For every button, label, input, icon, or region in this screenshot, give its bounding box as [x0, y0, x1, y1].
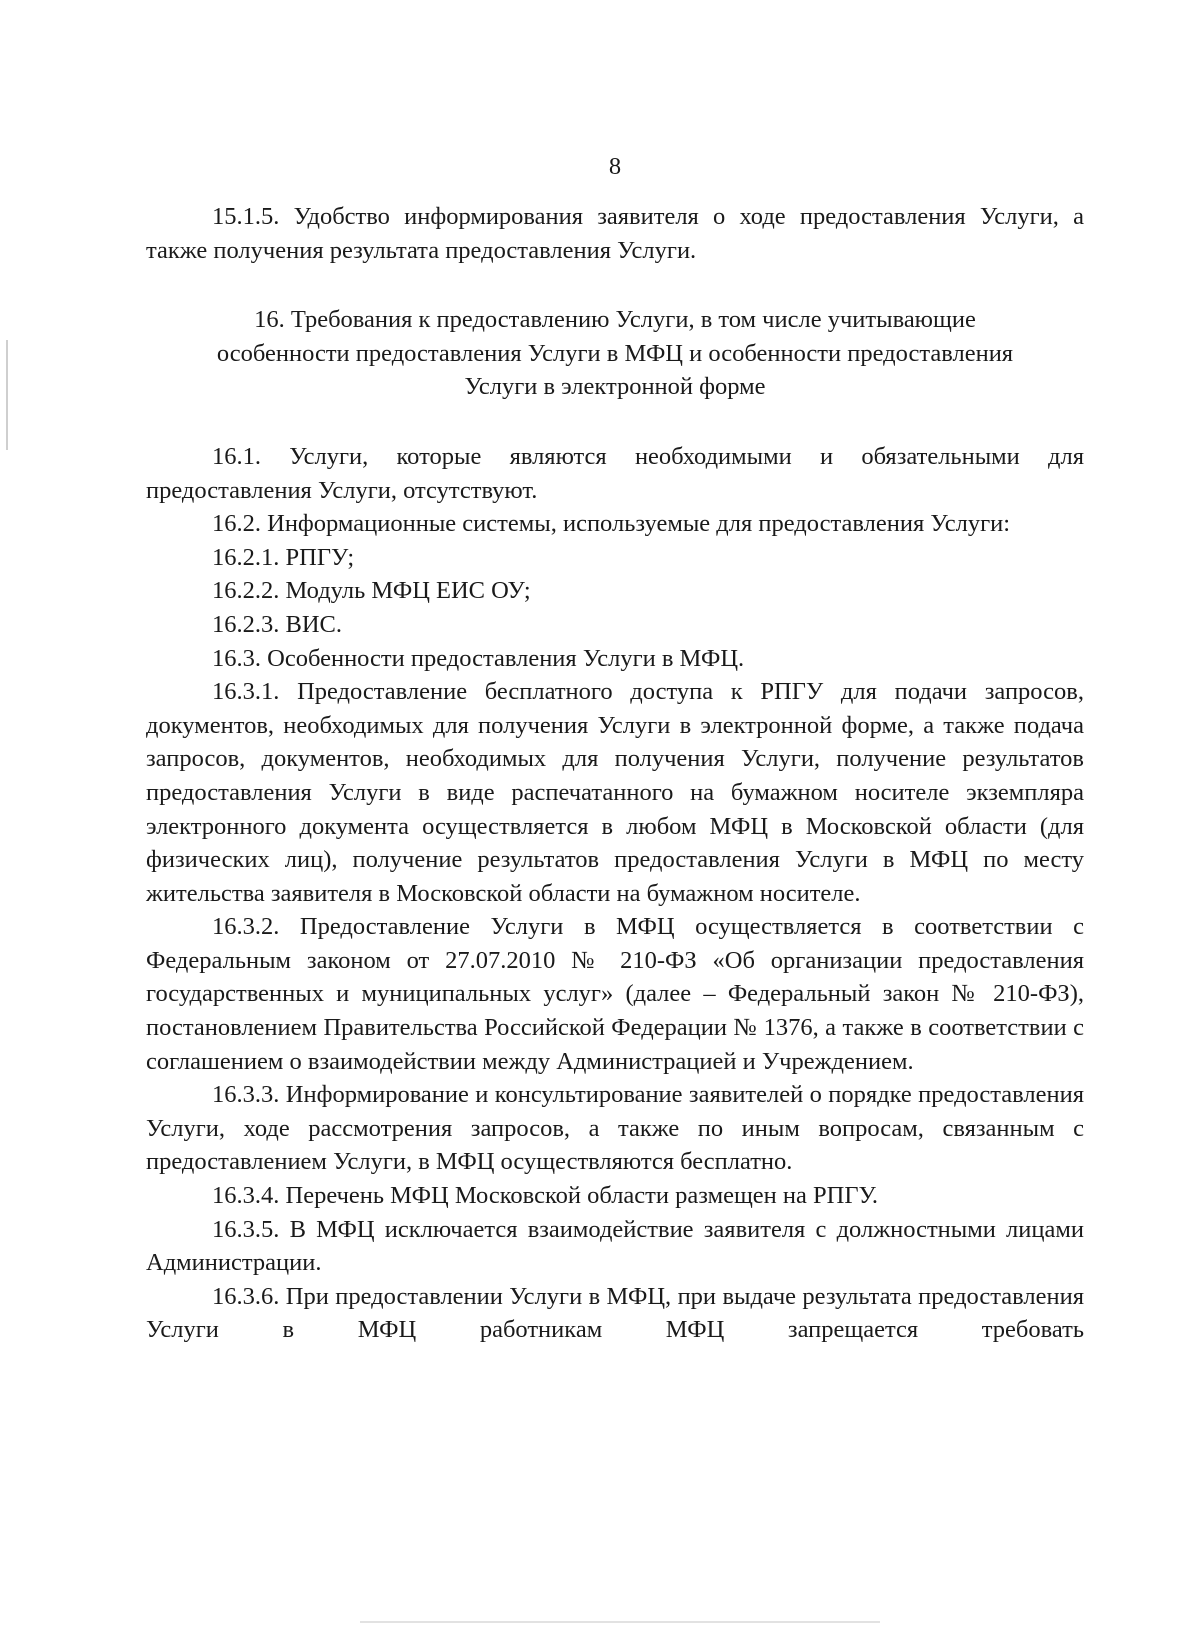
scan-edge-bottom	[360, 1621, 880, 1623]
page-number: 8	[608, 153, 622, 180]
paragraph-16-3-4: 16.3.4. Перечень МФЦ Московской области размещен на РПГУ.	[212, 1182, 878, 1210]
paragraph-16-3: 16.3. Особенности предоставления Услуги в МФЦ.	[212, 644, 745, 672]
paragraph-16-2: 16.2. Информационные системы, используемые для предоставления Услуги:	[212, 510, 1011, 538]
paragraph-16-3-5: 16.3.5. В МФЦ исключается взаимодействие заявителя с должностными лицами Администрации.	[146, 1215, 1084, 1277]
paragraph-16-2-2: 16.2.2. Модуль МФЦ ЕИС ОУ;	[212, 577, 531, 605]
paragraph-16-2-1: 16.2.1. РПГУ;	[212, 543, 355, 571]
paragraph-16-3-6: 16.3.6. При предоставлении Услуги в МФЦ, при выдаче результата предоставления Услуги в МФЦ работникам МФЦ запрещается требовать	[146, 1282, 1084, 1344]
scan-edge-left	[6, 340, 8, 450]
paragraph-16-1: 16.1. Услуги, которые являются необходимыми и обязательными для предоставления Услуги, отсутствуют.	[146, 442, 1084, 504]
document-page	[146, 150, 1084, 1347]
paragraph-16-3-1: 16.3.1. Предоставление бесплатного доступа к РПГУ для подачи запросов, документов, необходимых для получения Услуги в электронной форме, а также подача запросов, документов, необходимых для получения Услуги, получение результатов предоставления Услуги в виде распечатанного на бумажном носителе экземпляра электронного документа осуществляется в любом МФЦ в Московской области (для физических лиц), получение результатов предоставления Услуги в МФЦ по месту жительства заявителя в Московской области на бумажном носителе.	[146, 678, 1084, 907]
section-heading-16: 16. Требования к предоставлению Услуги, в том числе учитывающие особенности предоставления Услуги в МФЦ и особенности предоставления Услуги в электронной форме	[216, 306, 1014, 401]
paragraph-15-1-5: 15.1.5. Удобство информирования заявителя о ходе предоставления Услуги, а также получения результата предоставления Услуги.	[146, 203, 1084, 264]
paragraph-16-3-3: 16.3.3. Информирование и консультирование заявителей о порядке предоставления Услуги, ходе рассмотрения запросов, а также по иным вопросам, связанным с предоставлением Услуги, в МФЦ осуществляются бесплатно.	[146, 1081, 1084, 1176]
paragraph-16-3-2: 16.3.2. Предоставление Услуги в МФЦ осуществляется в соответствии с Федеральным законом от 27.07.2010 № 210-ФЗ «Об организации предоставления государственных и муниципальных услуг» (далее – Федеральный закон № 210-ФЗ), постановлением Правительства Российской Федерации № 1376, а также в соответствии с соглашением о взаимодействии между Администрацией и Учреждением.	[146, 913, 1084, 1075]
paragraph-16-2-3: 16.2.3. ВИС.	[212, 610, 343, 638]
